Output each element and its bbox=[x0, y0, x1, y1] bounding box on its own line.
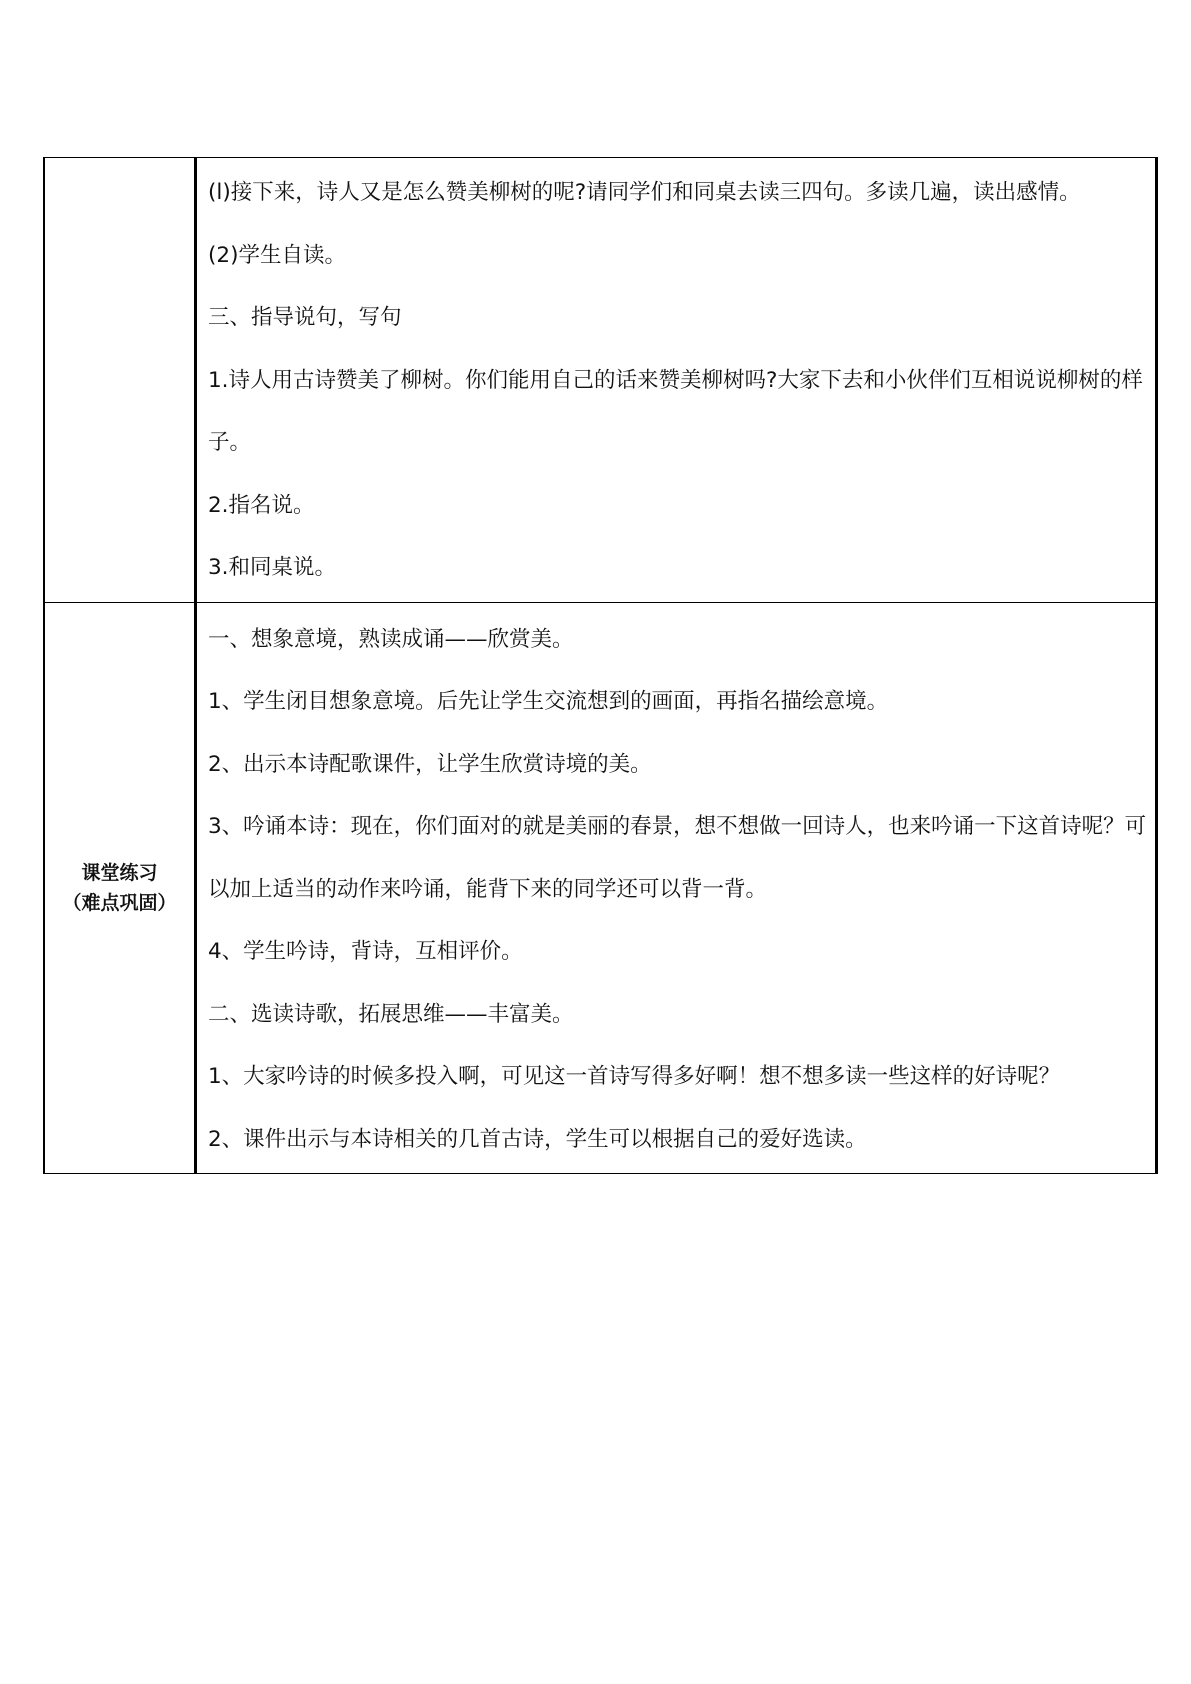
paragraph: 4、学生吟诗，背诗，互相评价。 bbox=[208, 939, 523, 964]
paragraph: 3、吟诵本诗：现在，你们面对的就是美丽的春景，想不想做一回诗人，也来吟诵一下这首诗呢？可以加上适当的动作来吟诵，能背下来的同学还可以背一背。 bbox=[208, 814, 1147, 902]
paragraph: 2.指名说。 bbox=[208, 492, 315, 518]
paragraph-part: 1、大家吟诗的时候多投入啊，可见这一首诗写得多好啊！想不想多读一些这样的好诗呢？ bbox=[208, 1064, 1061, 1089]
paragraph: 3.和同桌说。 bbox=[208, 555, 337, 580]
paragraph: 1.诗人用古诗赞美了柳树。你们能用自己的话来赞美柳树吗?大家下去和小伙伴们互相说说柳树的样子。 bbox=[208, 367, 1143, 455]
paragraph: 1、学生闭目想象意境。后先让学生交流想到的画面，再指名描绘意境。 bbox=[208, 689, 889, 714]
paragraph-part: 2、课件出示与本诗相关的几首古诗，学生可以根据自己的爱好选读。 bbox=[208, 1126, 867, 1152]
row-content-cell bbox=[196, 158, 1157, 603]
row-label-line1: 课堂练习 bbox=[81, 861, 158, 884]
lesson-plan-table bbox=[43, 157, 1158, 1174]
section-heading: 一、想象意境，熟读成诵——欣赏美。 bbox=[208, 626, 574, 652]
section-heading: 二、选读诗歌，拓展思维——丰富美。 bbox=[208, 1001, 574, 1027]
row-content-cell bbox=[196, 602, 1157, 1174]
table-row bbox=[44, 602, 1157, 1174]
row-label-cell bbox=[44, 158, 196, 603]
table-row bbox=[44, 158, 1157, 603]
paragraph: 2、出示本诗配歌课件，让学生欣赏诗境的美。 bbox=[208, 751, 652, 777]
paragraph: (2)学生自读。 bbox=[208, 242, 346, 268]
paragraph bbox=[208, 1046, 1147, 1171]
paragraph: (l)接下来，诗人又是怎么赞美柳树的呢?请同学们和同桌去读三四句。多读几遍，读出感情。 bbox=[208, 180, 1081, 205]
row-label-cell bbox=[44, 602, 196, 1174]
row-label-line2: （难点巩固） bbox=[62, 891, 177, 914]
section-heading: 三、指导说句，写句 bbox=[208, 305, 402, 330]
